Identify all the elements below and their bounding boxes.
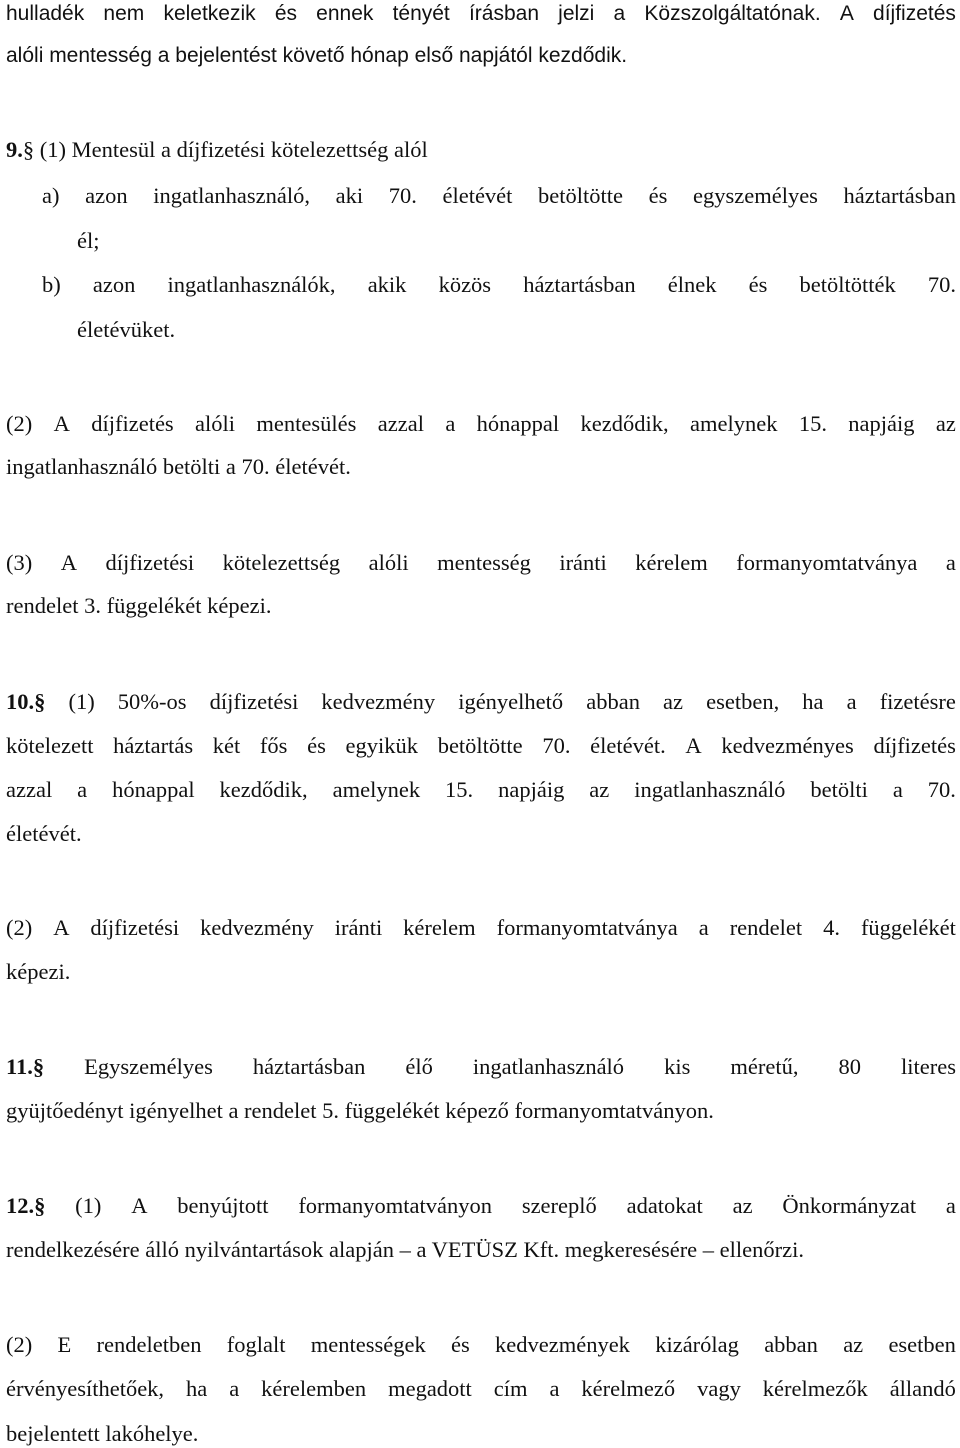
word: 15. — [445, 777, 474, 802]
word: kedvezmény — [321, 689, 436, 714]
word: és — [648, 183, 668, 208]
line-text: ingatlanhasználó betölti a 70. életévét. — [6, 454, 351, 479]
text-line-19 — [6, 1097, 714, 1125]
word: napjáig — [498, 777, 565, 802]
text-line-18 — [6, 1053, 956, 1081]
text-line-2 — [6, 42, 627, 70]
word: kérelem — [635, 550, 708, 575]
word: iránti — [334, 915, 383, 940]
word: a — [229, 1376, 240, 1401]
line-text: él; — [77, 228, 100, 253]
word: írásban — [468, 2, 539, 25]
word: a — [945, 1193, 956, 1218]
word: kedvezményes — [721, 733, 854, 758]
word: betöltötte — [538, 183, 624, 208]
word: jelzi — [558, 2, 595, 25]
word: két — [212, 733, 241, 758]
text-line-22 — [6, 1331, 956, 1359]
word: díjfizetési — [90, 915, 180, 940]
text-line-10 — [6, 549, 956, 577]
word: (2) — [6, 1332, 33, 1357]
text-line-14 — [6, 776, 956, 804]
word: esetben — [888, 1332, 956, 1357]
word: díjfizetés — [873, 733, 956, 758]
word: abban — [586, 689, 640, 714]
word: aki — [335, 183, 364, 208]
text-line-1 — [6, 0, 956, 28]
word: amelynek — [332, 777, 421, 802]
word: adatokat — [626, 1193, 703, 1218]
word: kedvezmény — [200, 915, 314, 940]
word: A — [131, 1193, 148, 1218]
word: abban — [764, 1332, 818, 1357]
word: (1) — [75, 1193, 102, 1218]
text-line-9 — [6, 453, 351, 481]
word: fizetésre — [879, 689, 956, 714]
word: mentesülés — [256, 411, 357, 436]
word: élnek — [667, 272, 717, 297]
text-line-16 — [6, 914, 956, 942]
word: az — [732, 1193, 753, 1218]
word: díjfizetési — [209, 689, 299, 714]
word: formanyomtatványon — [298, 1193, 493, 1218]
line-text: gyüjtőedényt igényelhet a rendelet 5. függelékét képező formanyomtatványon. — [6, 1098, 714, 1123]
word: kötelezettség — [222, 550, 341, 575]
text-line-20 — [6, 1192, 956, 1220]
word: nem — [103, 2, 145, 25]
line-text: életévét. — [6, 821, 82, 846]
word: díjfizetés — [873, 2, 956, 25]
word: életévét. — [590, 733, 666, 758]
word: kezdődik, — [580, 411, 669, 436]
word: élő — [405, 1054, 433, 1079]
word: hulladék — [6, 2, 85, 25]
text-line-21 — [6, 1236, 804, 1264]
text-line-8 — [6, 410, 956, 438]
word: ingatlanhasználó — [634, 777, 786, 802]
word: (1) — [68, 689, 95, 714]
line-text: rendelet 3. függelékét képezi. — [6, 593, 272, 618]
line-text: életévüket. — [77, 317, 176, 342]
line-text: alóli mentesség a bejelentést követő hónap első napjától kezdődik. — [6, 44, 628, 67]
word: ingatlanhasználó, — [153, 183, 311, 208]
text-line-4 — [42, 182, 956, 210]
word: érvényesíthetőek, — [6, 1376, 165, 1401]
word: alóli — [368, 550, 409, 575]
word: 70. — [388, 183, 417, 208]
word: az — [663, 689, 684, 714]
text-line-24 — [6, 1420, 198, 1448]
word: 70. — [927, 777, 956, 802]
word: háztartásban — [252, 1054, 366, 1079]
line-text: § (1) Mentesül a díjfizetési kötelezettség alól — [22, 137, 428, 162]
text-line-3 — [6, 136, 428, 164]
word: (2) — [6, 915, 33, 940]
word: tényét — [392, 2, 450, 25]
word: háztartás — [113, 733, 194, 758]
word: és — [450, 1332, 470, 1357]
word: az — [935, 411, 956, 436]
word: A — [839, 2, 854, 25]
word: mentességek — [310, 1332, 426, 1357]
line-text: képezi. — [6, 959, 71, 984]
word: életévét — [442, 183, 513, 208]
word: a — [698, 915, 709, 940]
word: háztartásban — [523, 272, 636, 297]
word: rendeletben — [96, 1332, 202, 1357]
word: betölti — [810, 777, 868, 802]
word: rendelet — [729, 915, 803, 940]
section-number: 11.§ — [6, 1054, 45, 1079]
word: keletkezik — [163, 2, 256, 25]
section-number: 12.§ — [6, 1193, 46, 1218]
word: állandó — [889, 1376, 956, 1401]
word: megadott — [388, 1376, 472, 1401]
word: a — [445, 411, 456, 436]
word: a) — [42, 183, 60, 208]
text-line-7 — [77, 316, 175, 344]
line-text: bejelentett lakóhelye. — [6, 1421, 199, 1446]
word: ha — [186, 1376, 208, 1401]
word: kötelezett — [6, 733, 94, 758]
word: azon — [85, 183, 128, 208]
word: kedvezmények — [495, 1332, 630, 1357]
word: azon — [92, 272, 136, 297]
word: A — [53, 915, 70, 940]
section-number: 9. — [6, 137, 23, 162]
word: Közszolgáltatónak. — [644, 2, 821, 25]
word: díjfizetés — [91, 411, 174, 436]
word: egyikük — [345, 733, 419, 758]
text-line-11 — [6, 592, 272, 620]
line-text: rendelkezésére álló nyilvántartások alapján – a VETÜSZ Kft. megkeresésére – ellenőrzi. — [6, 1237, 805, 1262]
word: az — [589, 777, 610, 802]
word: méretű, — [730, 1054, 799, 1079]
word: és — [307, 733, 326, 758]
word: E — [57, 1332, 72, 1357]
word: Önkormányzat — [782, 1193, 917, 1218]
word: 15. — [798, 411, 827, 436]
section-number: 10.§ — [6, 689, 46, 714]
word: igényelhető — [458, 689, 564, 714]
word: 50%-os — [117, 689, 187, 714]
word: formanyomtatványa — [736, 550, 918, 575]
word: és — [274, 2, 297, 25]
word: formanyomtatványa — [496, 915, 678, 940]
word: ha — [802, 689, 824, 714]
word: fős — [259, 733, 288, 758]
word: kérelmező — [581, 1376, 676, 1401]
word: betöltötte — [437, 733, 523, 758]
word: b) — [42, 272, 61, 297]
word: Egyszemélyes — [84, 1054, 213, 1079]
word: vagy — [697, 1376, 741, 1401]
word: A — [685, 733, 702, 758]
text-line-13 — [6, 732, 956, 760]
word: literes — [900, 1054, 956, 1079]
word: kezdődik, — [219, 777, 308, 802]
word: azzal — [6, 777, 53, 802]
text-line-15 — [6, 820, 82, 848]
word: a — [892, 777, 903, 802]
word: egyszemélyes — [692, 183, 818, 208]
word: mentesség — [437, 550, 531, 575]
text-line-12 — [6, 688, 956, 716]
word: betöltötték — [799, 272, 896, 297]
word: benyújtott — [177, 1193, 269, 1218]
word: A — [53, 411, 70, 436]
word: ingatlanhasználók, — [167, 272, 336, 297]
word: a — [77, 777, 88, 802]
word: a — [613, 2, 626, 25]
word: díjfizetési — [105, 550, 195, 575]
word: kérelemben — [261, 1376, 367, 1401]
word: hónappal — [112, 777, 195, 802]
word: függelékét — [860, 915, 956, 940]
word: kérelmezők — [762, 1376, 868, 1401]
word: kis — [664, 1054, 691, 1079]
word: esetben, — [706, 689, 780, 714]
word: iránti — [559, 550, 607, 575]
word: és — [748, 272, 768, 297]
word: szereplő — [521, 1193, 597, 1218]
word: közös — [438, 272, 492, 297]
word: kérelem — [403, 915, 476, 940]
word: (2) — [6, 411, 33, 436]
word: a — [549, 1376, 560, 1401]
word: (3) — [6, 550, 33, 575]
word: a — [945, 550, 956, 575]
word: napjáig — [848, 411, 915, 436]
word: háztartásban — [843, 183, 956, 208]
word: cím — [493, 1376, 528, 1401]
word: 4. — [823, 915, 840, 940]
word: hónappal — [476, 411, 560, 436]
word: 70. — [542, 733, 571, 758]
word: 70. — [927, 272, 956, 297]
word: ennek — [316, 2, 374, 25]
word: akik — [367, 272, 407, 297]
word: a — [846, 689, 857, 714]
word: foglalt — [226, 1332, 286, 1357]
word: 80 — [838, 1054, 861, 1079]
text-line-23 — [6, 1375, 956, 1403]
word: A — [60, 550, 77, 575]
text-line-17 — [6, 958, 70, 986]
word: ingatlanhasználó — [472, 1054, 625, 1079]
text-line-5 — [77, 227, 100, 255]
word: az — [843, 1332, 864, 1357]
word: azzal — [377, 411, 424, 436]
word: kizárólag — [655, 1332, 739, 1357]
text-line-6 — [42, 271, 956, 299]
word: amelynek — [689, 411, 778, 436]
word: alóli — [195, 411, 236, 436]
